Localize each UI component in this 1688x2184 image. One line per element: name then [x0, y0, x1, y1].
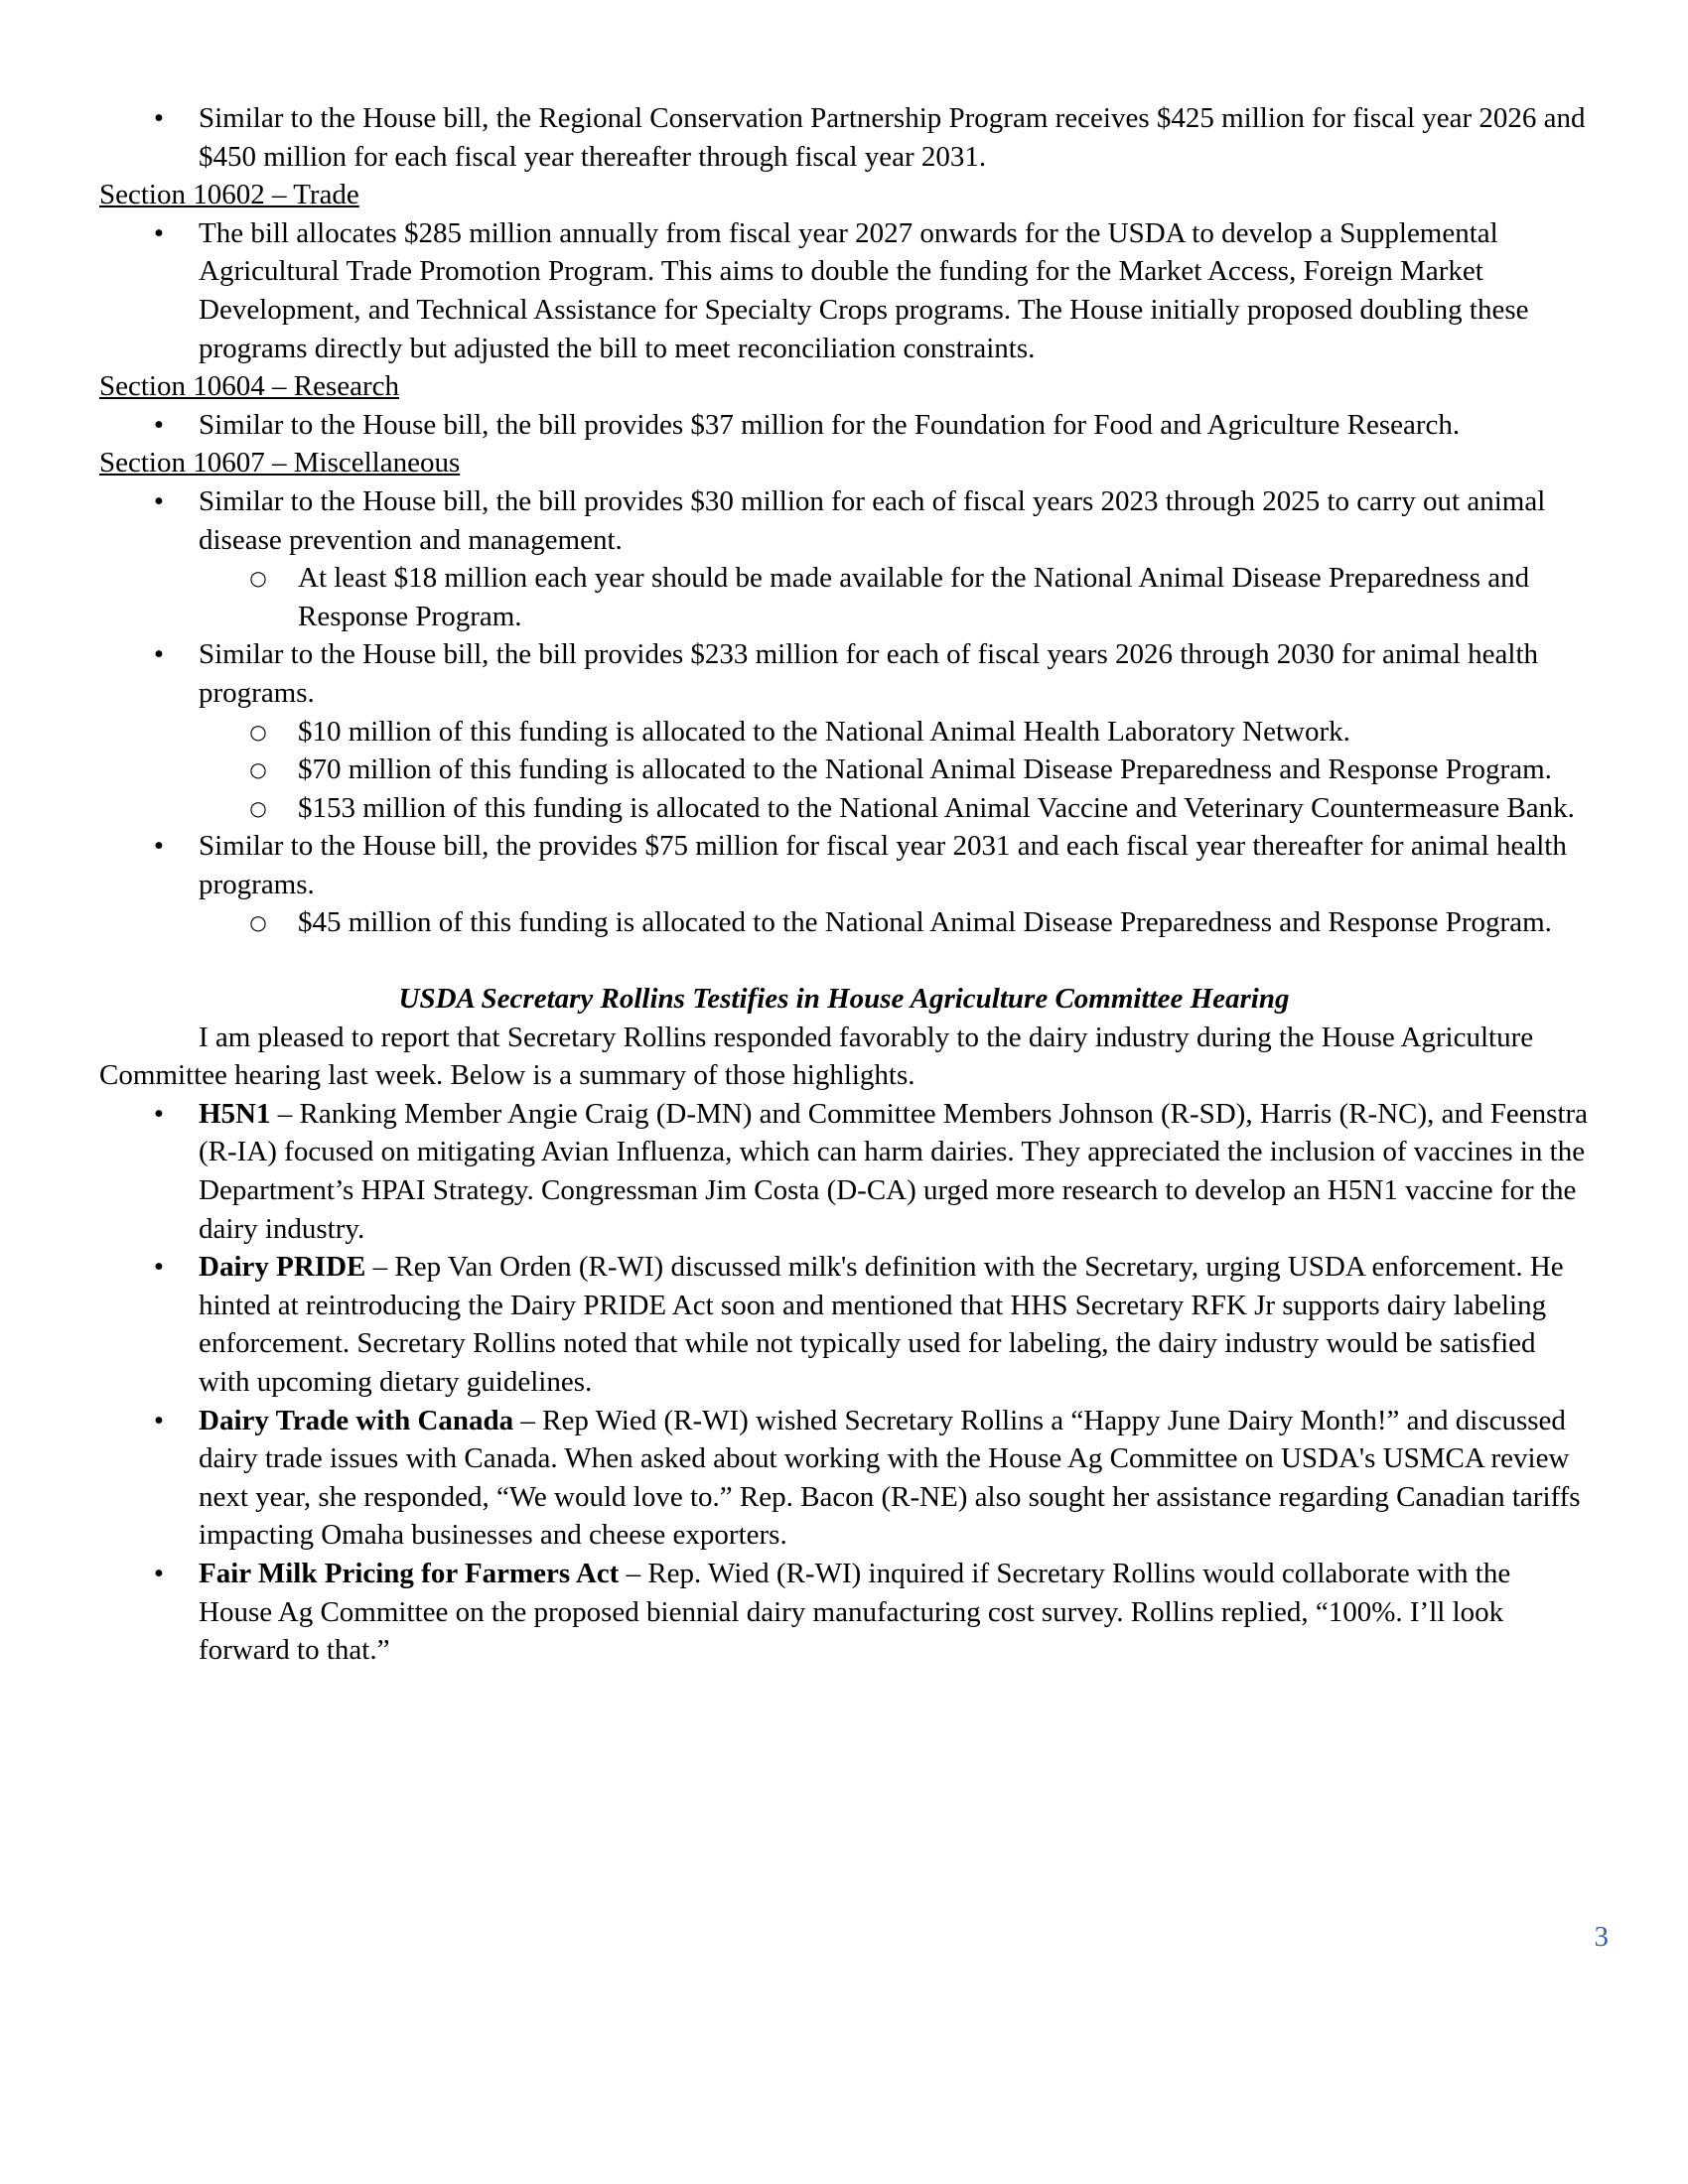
bullet-icon: • [153, 1404, 165, 1436]
section-miscellaneous [99, 444, 1589, 942]
list-item-text: Similar to the House bill, the bill provides $37 million for the Foundation for Food and Agriculture Research. [199, 408, 1461, 441]
sub-list [199, 559, 1589, 635]
list-item-text: Similar to the House bill, the bill provides $30 million for each of fiscal years 2023 through 2025 to carry out animal disease prevention and management. [199, 484, 1546, 556]
sub-list-item-text: $45 million of this funding is allocated to the National Animal Disease Preparedness and Response Program. [298, 906, 1552, 939]
article-rollins-testimony [99, 980, 1589, 1670]
bullet-icon: • [153, 1251, 165, 1284]
sub-list-item [199, 903, 1589, 942]
article-intro: I am pleased to report that Secretary Rollins responded favorably to the dairy industry during the House Agriculture Committee hearing last week. Below is a summary of those highlights. [99, 1021, 1534, 1092]
highlight-text: – Rep Van Orden (R-WI) discussed milk's definition with the Secretary, urging USDA enforcement. He hinted at reintroducing the Dairy PRIDE Act soon and mentioned that HHS Secretary RFK Jr supports dairy labeling enforcement. Secretary Rollins noted that while not typically used for labeling, the dairy industry would be satisfied with upcoming dietary guidelines. [199, 1251, 1564, 1398]
list-item [99, 827, 1589, 942]
sub-list-item-text: $10 million of this funding is allocated to the National Animal Health Laboratory Network. [298, 715, 1350, 748]
section-list [99, 406, 1589, 445]
article-title: USDA Secretary Rollins Testifies in House Agriculture Committee Hearing [398, 983, 1290, 1016]
section-research [99, 367, 1589, 444]
sub-list-item-text: $153 million of this funding is allocated to the National Animal Vaccine and Veterinary Countermeasure Bank. [298, 791, 1575, 824]
sub-list-item [199, 559, 1589, 635]
highlight-term: Dairy Trade with Canada [199, 1404, 514, 1436]
bullet-icon: • [153, 1557, 165, 1589]
highlight-item [99, 1555, 1589, 1670]
highlight-term: H5N1 [199, 1097, 271, 1130]
list-item [99, 99, 1589, 176]
circle-bullet-icon: ○ [249, 910, 267, 935]
list-item-text: Similar to the House bill, the Regional Conservation Partnership Program receives $425 million for fiscal year 2026 and $450 million for each fiscal year thereafter through fiscal year 2031. [199, 102, 1586, 173]
bullet-icon: • [153, 830, 165, 863]
section-heading: Section 10607 – Miscellaneous [99, 447, 461, 479]
conservation-list [99, 99, 1589, 176]
section-heading: Section 10604 – Research [99, 370, 400, 403]
circle-bullet-icon: ○ [249, 757, 267, 782]
section-list [99, 482, 1589, 942]
highlight-item [99, 1248, 1589, 1401]
highlight-text: – Rep Wied (R-WI) wished Secretary Rollins a “Happy June Dairy Month!” and discussed dairy trade issues with Canada. When asked about working with the House Ag Committee on USDA's USMCA review next year, she responded, “We would love to.” Rep. Bacon (R-NE) also sought her assistance regarding Canadian tariffs impacting Omaha businesses and cheese exporters. [199, 1404, 1581, 1552]
bullet-icon: • [153, 1097, 165, 1130]
circle-bullet-icon: ○ [249, 795, 267, 820]
bullet-icon: • [153, 484, 165, 517]
bullet-icon: • [153, 638, 165, 671]
sub-list-item-text: $70 million of this funding is allocated to the National Animal Disease Preparedness and Response Program. [298, 753, 1552, 786]
highlight-term: Dairy PRIDE [199, 1251, 366, 1284]
circle-bullet-icon: ○ [249, 719, 267, 744]
list-item [99, 635, 1589, 827]
sub-list-item [199, 789, 1589, 828]
list-item [99, 214, 1589, 367]
page-number: 3 [1594, 1921, 1609, 1953]
highlight-text: – Rep. Wied (R-WI) inquired if Secretary Rollins would collaborate with the House Ag Committee on the proposed biennial dairy manufacturing cost survey. Rollins replied, “100%. I’ll look forward to that.” [199, 1557, 1511, 1667]
highlight-text: – Ranking Member Angie Craig (D-MN) and Committee Members Johnson (R-SD), Harris (R-NC), and Feenstra (R-IA) focused on mitigating Avian Influenza, which can harm dairies. They appreciated the inclusion of vaccines in the Department’s HPAI Strategy. Congressman Jim Costa (D-CA) urged more research to develop an H5N1 vaccine for the dairy industry. [199, 1097, 1589, 1245]
sub-list [199, 713, 1589, 828]
list-item [99, 406, 1589, 445]
section-list [99, 214, 1589, 367]
bullet-icon: • [153, 102, 165, 134]
list-item [99, 482, 1589, 635]
circle-bullet-icon: ○ [249, 566, 267, 591]
sub-list [199, 903, 1589, 942]
highlights-list [99, 1095, 1589, 1670]
sub-list-item [199, 751, 1589, 789]
bullet-icon: • [153, 216, 165, 249]
highlight-term: Fair Milk Pricing for Farmers Act [199, 1557, 620, 1589]
section-heading: Section 10602 – Trade [99, 179, 359, 211]
sub-list-item-text: At least $18 million each year should be made available for the National Animal Disease Preparedness and Response Program. [298, 562, 1530, 632]
list-item-text: Similar to the House bill, the provides $75 million for fiscal year 2031 and each fiscal year thereafter for animal health programs. [199, 830, 1567, 900]
list-item-text: The bill allocates $285 million annually from fiscal year 2027 onwards for the USDA to develop a Supplemental Agricultural Trade Promotion Program. This aims to double the funding for the Market Access, Foreign Market Development, and Technical Assistance for Specialty Crops programs. The House initially proposed doubling these programs directly but adjusted the bill to meet reconciliation constraints. [199, 216, 1529, 364]
bullet-icon: • [153, 408, 165, 441]
sub-list-item [199, 713, 1589, 751]
list-item-text: Similar to the House bill, the bill provides $233 million for each of fiscal years 2026 through 2030 for animal health programs. [199, 638, 1539, 709]
highlight-item [99, 1402, 1589, 1555]
highlight-item [99, 1095, 1589, 1248]
section-trade [99, 176, 1589, 367]
